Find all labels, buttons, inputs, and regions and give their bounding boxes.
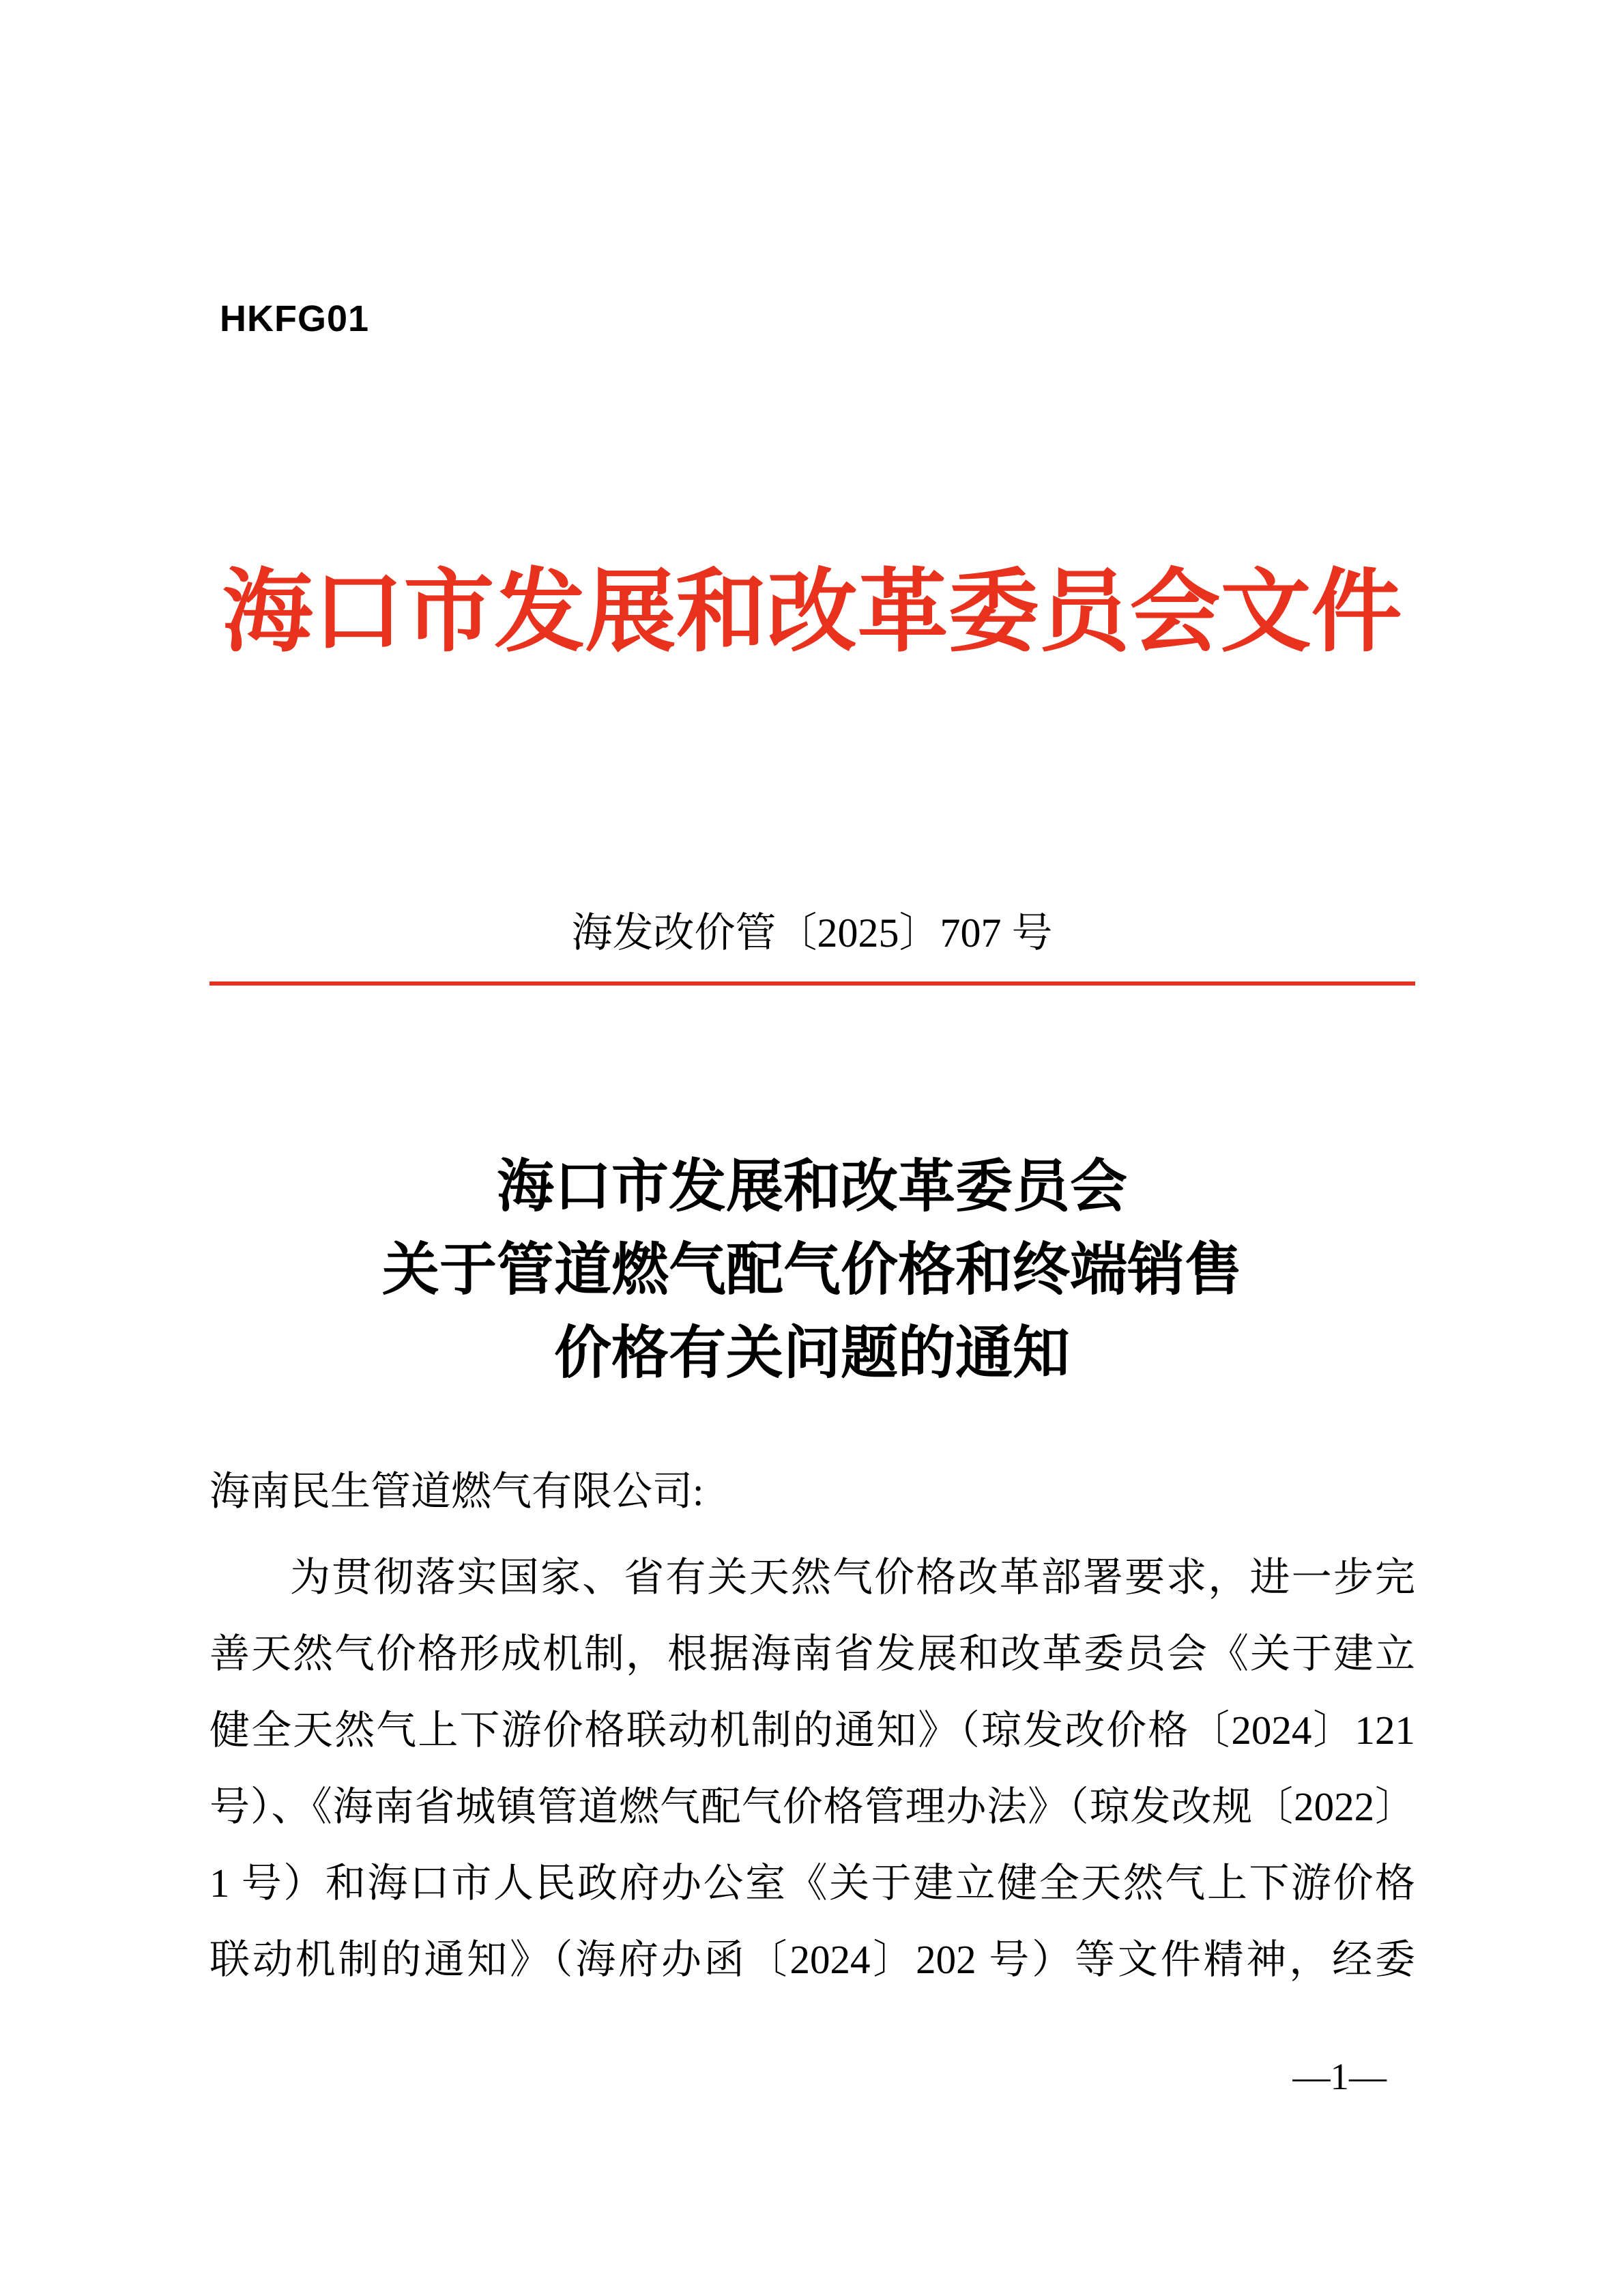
body-line-3: 健全天然气上下游价格联动机制的通知》（琼发改价格〔2024〕121 [209,1708,1415,1753]
body-line-2: 善天然气价格形成机制，根据海南省发展和改革委员会《关于建立 [209,1631,1415,1676]
document-code: HKFG01 [220,298,370,339]
body-line-6: 联动机制的通知》（海府办函〔2024〕202 号）等文件精神，经委 [209,1937,1415,1982]
recipient-line: 海南民生管道燃气有限公司: [209,1469,704,1514]
body-line-1: 为贯彻落实国家、省有关天然气价格改革部署要求，进一步完 [290,1555,1415,1600]
body-line-4: 号）、《海南省城镇管道燃气配气价格管理办法》（琼发改规〔2022〕 [209,1784,1415,1829]
body-line-5: 1 号）和海口市人民政府办公室《关于建立健全天然气上下游价格 [209,1861,1415,1906]
notice-title-line-2: 关于管道燃气配气价格和终端销售 [381,1239,1242,1302]
issuing-agency-header: 海口市发展和改革委员会文件 [222,562,1402,663]
notice-title-line-3: 价格有关问题的通知 [553,1322,1070,1386]
red-divider-line [209,981,1415,986]
page-number: —1— [1292,2056,1387,2097]
document-reference-number: 海发改价管〔2025〕707 号 [571,910,1053,956]
notice-title [0,1146,1624,1396]
notice-title-line-1: 海口市发展和改革委员会 [496,1156,1127,1219]
body-paragraph [209,1539,1415,1998]
